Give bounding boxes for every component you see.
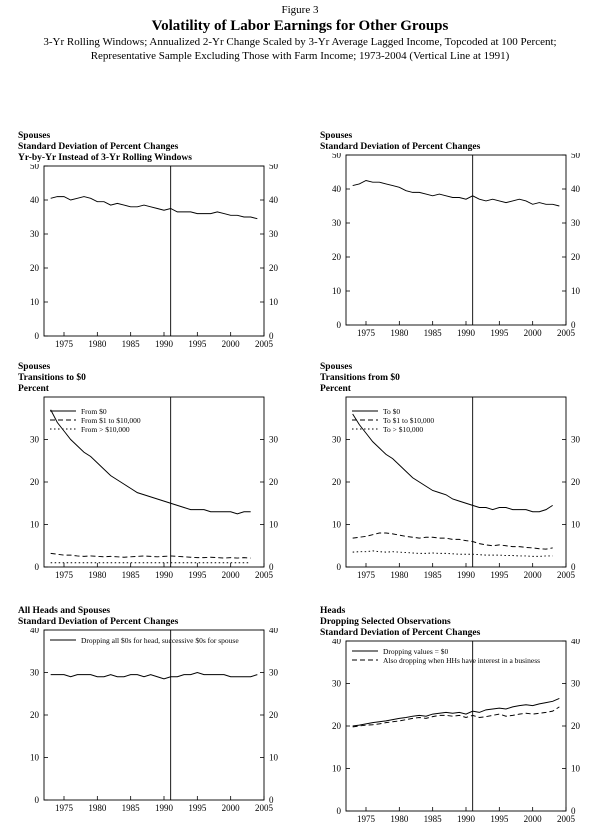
svg-text:10: 10 — [269, 752, 278, 763]
series-line-1 — [51, 673, 258, 679]
svg-text:40: 40 — [30, 628, 39, 635]
svg-text:1975: 1975 — [55, 339, 73, 349]
legend-label: To $0 — [383, 406, 401, 416]
svg-text:0: 0 — [34, 795, 39, 805]
plot-area — [18, 395, 290, 585]
svg-text:40: 40 — [571, 184, 580, 194]
svg-text:40: 40 — [571, 639, 580, 646]
plot-area — [320, 153, 592, 343]
panel-title: Spouses — [18, 362, 51, 372]
svg-text:0: 0 — [269, 331, 274, 341]
svg-text:1975: 1975 — [55, 570, 73, 580]
svg-text:2000: 2000 — [221, 570, 240, 580]
chart-panel-3 — [18, 362, 290, 585]
svg-text:20: 20 — [332, 477, 341, 487]
svg-text:10: 10 — [30, 752, 39, 763]
svg-text:2005: 2005 — [557, 570, 575, 580]
series-line-1 — [353, 181, 560, 207]
legend-label: To $1 to $10,000 — [383, 415, 435, 425]
svg-text:20: 20 — [332, 721, 341, 731]
svg-text:30: 30 — [571, 434, 580, 445]
svg-text:0: 0 — [269, 795, 274, 805]
svg-text:10: 10 — [332, 519, 341, 530]
svg-text:0: 0 — [34, 331, 39, 341]
svg-text:2005: 2005 — [255, 339, 273, 349]
svg-text:1975: 1975 — [357, 814, 375, 824]
panel-subtitle-2: Standard Deviation of Percent Changes — [320, 628, 481, 638]
svg-text:30: 30 — [269, 434, 278, 445]
svg-text:1990: 1990 — [155, 803, 173, 813]
svg-text:0: 0 — [571, 562, 576, 572]
legend-label: Dropping values = $0 — [383, 646, 449, 656]
figure-subtitle-line2: Representative Sample Excluding Those with Farm Income; 1973-2004 (Vertical Line at 1991) — [90, 50, 510, 62]
svg-text:1980: 1980 — [390, 570, 409, 580]
svg-text:0: 0 — [571, 806, 576, 816]
svg-text:2005: 2005 — [255, 803, 273, 813]
svg-text:30: 30 — [332, 434, 341, 445]
svg-text:40: 40 — [30, 195, 39, 205]
legend-label: To > $10,000 — [383, 424, 424, 434]
svg-text:0: 0 — [336, 562, 341, 572]
legend-label: Dropping all $0s for head, successive $0s for spouse — [81, 635, 239, 645]
svg-text:10: 10 — [571, 286, 580, 296]
svg-text:10: 10 — [332, 286, 341, 296]
svg-text:0: 0 — [571, 320, 576, 330]
plot-area — [320, 395, 592, 585]
svg-text:40: 40 — [332, 184, 341, 194]
series-line-1 — [51, 197, 258, 219]
svg-text:10: 10 — [30, 297, 39, 307]
svg-text:1990: 1990 — [457, 814, 475, 824]
panel-title: All Heads and Spouses — [18, 606, 111, 616]
panel-subtitle-1: Dropping Selected Observations — [320, 617, 451, 627]
svg-text:2005: 2005 — [255, 570, 273, 580]
svg-text:1985: 1985 — [423, 570, 442, 580]
figure-page — [0, 4, 600, 824]
svg-text:10: 10 — [571, 519, 580, 530]
chart-panel-6 — [320, 606, 592, 829]
svg-text:20: 20 — [269, 477, 278, 487]
svg-text:1990: 1990 — [155, 570, 173, 580]
chart-panel-5 — [18, 606, 290, 818]
svg-text:20: 20 — [269, 263, 278, 273]
svg-text:30: 30 — [30, 229, 39, 239]
legend-label: From > $10,000 — [81, 424, 130, 434]
svg-text:2000: 2000 — [523, 814, 542, 824]
svg-text:1975: 1975 — [55, 803, 73, 813]
svg-text:20: 20 — [30, 710, 39, 720]
panel-subtitle-2: Yr-by-Yr Instead of 3-Yr Rolling Windows — [18, 153, 192, 163]
panel-subtitle-1: Transitions to $0 — [18, 373, 86, 383]
svg-text:20: 20 — [30, 477, 39, 487]
svg-text:1980: 1980 — [390, 814, 409, 824]
svg-text:1980: 1980 — [88, 803, 107, 813]
svg-text:30: 30 — [30, 434, 39, 445]
chart-panel-4 — [320, 362, 592, 585]
svg-text:10: 10 — [269, 297, 278, 307]
svg-text:10: 10 — [269, 519, 278, 530]
svg-text:20: 20 — [571, 477, 580, 487]
svg-text:50: 50 — [571, 153, 580, 160]
svg-text:2000: 2000 — [221, 339, 240, 349]
series-line-3 — [353, 551, 553, 557]
series-line-2 — [51, 553, 251, 558]
svg-text:1990: 1990 — [457, 328, 475, 338]
svg-text:1975: 1975 — [357, 328, 375, 338]
panel-subtitle-1: Standard Deviation of Percent Changes — [18, 617, 179, 627]
figure-title: Volatility of Labor Earnings for Other Groups — [151, 18, 449, 34]
svg-text:2005: 2005 — [557, 328, 575, 338]
svg-text:1975: 1975 — [357, 570, 375, 580]
svg-text:50: 50 — [269, 164, 278, 171]
svg-text:1980: 1980 — [88, 339, 107, 349]
svg-text:1995: 1995 — [490, 814, 509, 824]
svg-text:50: 50 — [332, 153, 341, 160]
svg-text:1995: 1995 — [188, 339, 207, 349]
plot-area — [18, 164, 290, 354]
panel-title: Spouses — [320, 362, 353, 372]
svg-text:0: 0 — [336, 806, 341, 816]
legend-label: From $0 — [81, 406, 107, 416]
plot-area — [320, 639, 592, 829]
series-line-2 — [353, 707, 560, 727]
chart-panel-1 — [18, 131, 290, 354]
svg-text:10: 10 — [332, 763, 341, 774]
svg-text:0: 0 — [269, 562, 274, 572]
panel-subtitle-1: Standard Deviation of Percent Changes — [320, 142, 481, 152]
series-line-2 — [353, 533, 553, 549]
panel-subtitle-2: Percent — [320, 384, 351, 394]
svg-text:30: 30 — [571, 218, 580, 228]
svg-text:10: 10 — [571, 763, 580, 774]
chart-panel-2 — [320, 131, 592, 343]
svg-text:10: 10 — [30, 519, 39, 530]
svg-text:20: 20 — [332, 252, 341, 262]
svg-text:2000: 2000 — [221, 803, 240, 813]
svg-text:2000: 2000 — [523, 570, 542, 580]
svg-text:30: 30 — [332, 218, 341, 228]
svg-text:20: 20 — [571, 252, 580, 262]
svg-text:1995: 1995 — [188, 570, 207, 580]
panel-title: Spouses — [18, 131, 51, 141]
panel-title: Spouses — [320, 131, 353, 141]
svg-text:0: 0 — [34, 562, 39, 572]
panel-title: Heads — [320, 606, 346, 616]
svg-text:1985: 1985 — [121, 339, 140, 349]
panel-subtitle-1: Standard Deviation of Percent Changes — [18, 142, 179, 152]
svg-text:40: 40 — [332, 639, 341, 646]
svg-text:50: 50 — [30, 164, 39, 171]
svg-text:40: 40 — [269, 195, 278, 205]
svg-text:40: 40 — [269, 628, 278, 635]
svg-text:30: 30 — [269, 667, 278, 678]
svg-text:2000: 2000 — [523, 328, 542, 338]
figure-subtitle-line1: 3-Yr Rolling Windows; Annualized 2-Yr Change Scaled by 3-Yr Average Lagged Income, Topcoded at 100 Percent; — [43, 36, 557, 48]
svg-text:1995: 1995 — [490, 328, 509, 338]
plot-area — [18, 628, 290, 818]
svg-text:1995: 1995 — [490, 570, 509, 580]
svg-text:20: 20 — [30, 263, 39, 273]
svg-text:1980: 1980 — [88, 570, 107, 580]
svg-text:1985: 1985 — [423, 814, 442, 824]
svg-text:1990: 1990 — [155, 339, 173, 349]
figure-number: Figure 3 — [281, 4, 319, 16]
svg-text:1985: 1985 — [423, 328, 442, 338]
svg-text:20: 20 — [269, 710, 278, 720]
svg-text:30: 30 — [269, 229, 278, 239]
svg-text:2005: 2005 — [557, 814, 575, 824]
svg-text:30: 30 — [571, 678, 580, 689]
panel-subtitle-1: Transitions from $0 — [320, 373, 400, 383]
legend-label: From $1 to $10,000 — [81, 415, 141, 425]
svg-text:1985: 1985 — [121, 803, 140, 813]
svg-text:20: 20 — [571, 721, 580, 731]
svg-text:30: 30 — [30, 667, 39, 678]
svg-text:1995: 1995 — [188, 803, 207, 813]
svg-text:1990: 1990 — [457, 570, 475, 580]
series-line-1 — [353, 698, 560, 726]
svg-text:30: 30 — [332, 678, 341, 689]
svg-text:0: 0 — [336, 320, 341, 330]
svg-text:1985: 1985 — [121, 570, 140, 580]
legend-label: Also dropping when HHs have interest in a business — [383, 655, 541, 665]
panel-subtitle-2: Percent — [18, 384, 49, 394]
svg-text:1980: 1980 — [390, 328, 409, 338]
